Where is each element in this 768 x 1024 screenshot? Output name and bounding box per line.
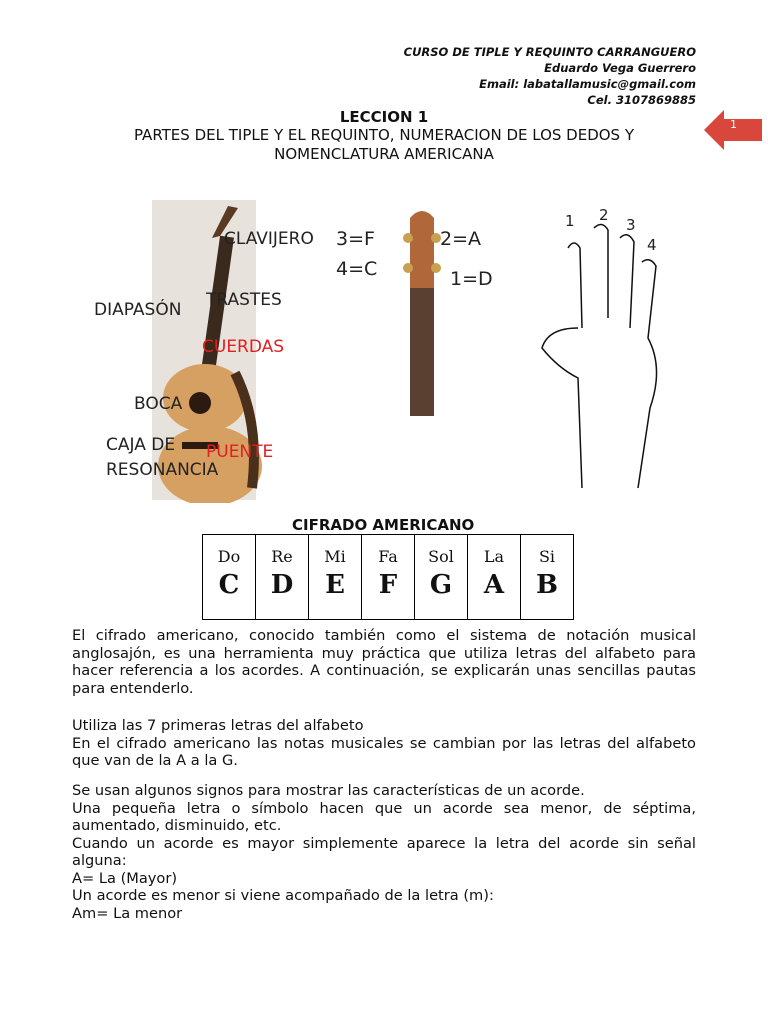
- label-puente: PUENTE: [206, 442, 274, 462]
- label-clavijero: CLAVIJERO: [224, 229, 314, 249]
- note-letter: C: [218, 570, 240, 600]
- finger-2: 2: [599, 206, 609, 224]
- note-letter: E: [325, 570, 345, 600]
- paragraph-signs: [72, 782, 696, 922]
- text-line: En el cifrado americano las notas musicales se cambian por las letras del alfabeto que van de la A a la G.: [72, 734, 696, 769]
- author-name: Eduardo Vega Guerrero: [544, 61, 696, 75]
- note-cell: [414, 535, 467, 619]
- text-line: Un acorde es menor si viene acompañado de la letra (m):: [72, 887, 494, 904]
- text-line: Una pequeña letra o símbolo hacen que un acorde sea menor, de séptima, aumentado, disminuido, etc.: [72, 799, 696, 834]
- text-line: Cuando un acorde es mayor simplemente aparece la letra del acorde sin señal alguna:: [72, 834, 696, 869]
- note-letter: F: [378, 570, 398, 600]
- label-caja-1: CAJA DE: [106, 435, 176, 455]
- label-boca: BOCA: [134, 394, 183, 414]
- subtitle-line-2: NOMENCLATURA AMERICANA: [274, 145, 494, 163]
- note-letter: B: [536, 570, 558, 600]
- note-letter: A: [483, 570, 505, 600]
- headstock-label-d: 1=D: [450, 268, 493, 290]
- note-cell: [308, 535, 361, 619]
- text-line: Utiliza las 7 primeras letras del alfabeto: [72, 717, 364, 734]
- label-cuerdas: CUERDAS: [202, 337, 285, 357]
- lesson-subtitle: [0, 126, 768, 164]
- illustrations: [90, 198, 690, 508]
- note-solfege: Fa: [378, 547, 398, 566]
- note-solfege: Mi: [324, 547, 346, 566]
- note-solfege: La: [483, 547, 505, 566]
- lesson-title: LECCION 1: [339, 108, 429, 126]
- paragraph-letters: [72, 717, 696, 770]
- document-header: [404, 44, 696, 108]
- note-solfege: Sol: [428, 547, 454, 566]
- note-cell: [361, 535, 414, 619]
- note-cell: [202, 535, 255, 619]
- cifrado-title: CIFRADO AMERICANO: [292, 516, 475, 534]
- note-cell: [467, 535, 520, 619]
- finger-3: 3: [626, 216, 636, 234]
- note-letter: G: [429, 570, 453, 600]
- note-solfege: Re: [271, 547, 293, 566]
- headstock-image: [402, 204, 442, 418]
- note-cell: [520, 535, 574, 619]
- text-line: A= La (Mayor): [72, 869, 178, 887]
- label-caja-2: RESONANCIA: [106, 460, 219, 480]
- headstock-label-a: 2=A: [440, 228, 482, 250]
- text-line: Se usan algunos signos para mostrar las características de un acorde.: [72, 782, 585, 799]
- paragraph-intro: El cifrado americano, conocido también como el sistema de notación musical anglosajón, es una herramienta muy práctica que utiliza letras del alfabeto para hacer referencia a los acordes. A continuación, se explicarán unas sencillas pautas para entenderlo.: [72, 627, 696, 697]
- note-solfege: Do: [217, 547, 241, 566]
- author-email: Email: labatallamusic@gmail.com: [479, 77, 696, 91]
- finger-4: 4: [647, 236, 657, 254]
- notes-table: [202, 534, 574, 620]
- subtitle-line-1: PARTES DEL TIPLE Y EL REQUINTO, NUMERACION DE LOS DEDOS Y: [133, 126, 635, 144]
- hand-drawing: [538, 218, 668, 498]
- author-phone: Cel. 3107869885: [587, 93, 696, 107]
- headstock-label-f: 3=F: [336, 228, 375, 250]
- note-letter: D: [270, 570, 294, 600]
- headstock-label-c: 4=C: [336, 258, 378, 280]
- page-number: 1: [730, 118, 737, 131]
- label-diapason: DIAPASÓN: [94, 300, 182, 320]
- course-title: CURSO DE TIPLE Y REQUINTO CARRANGUERO: [403, 45, 696, 59]
- finger-1: 1: [565, 212, 575, 230]
- text-line: Am= La menor: [72, 904, 183, 922]
- label-trastes: TRASTES: [206, 290, 282, 310]
- note-cell: [255, 535, 308, 619]
- note-solfege: Si: [538, 547, 556, 566]
